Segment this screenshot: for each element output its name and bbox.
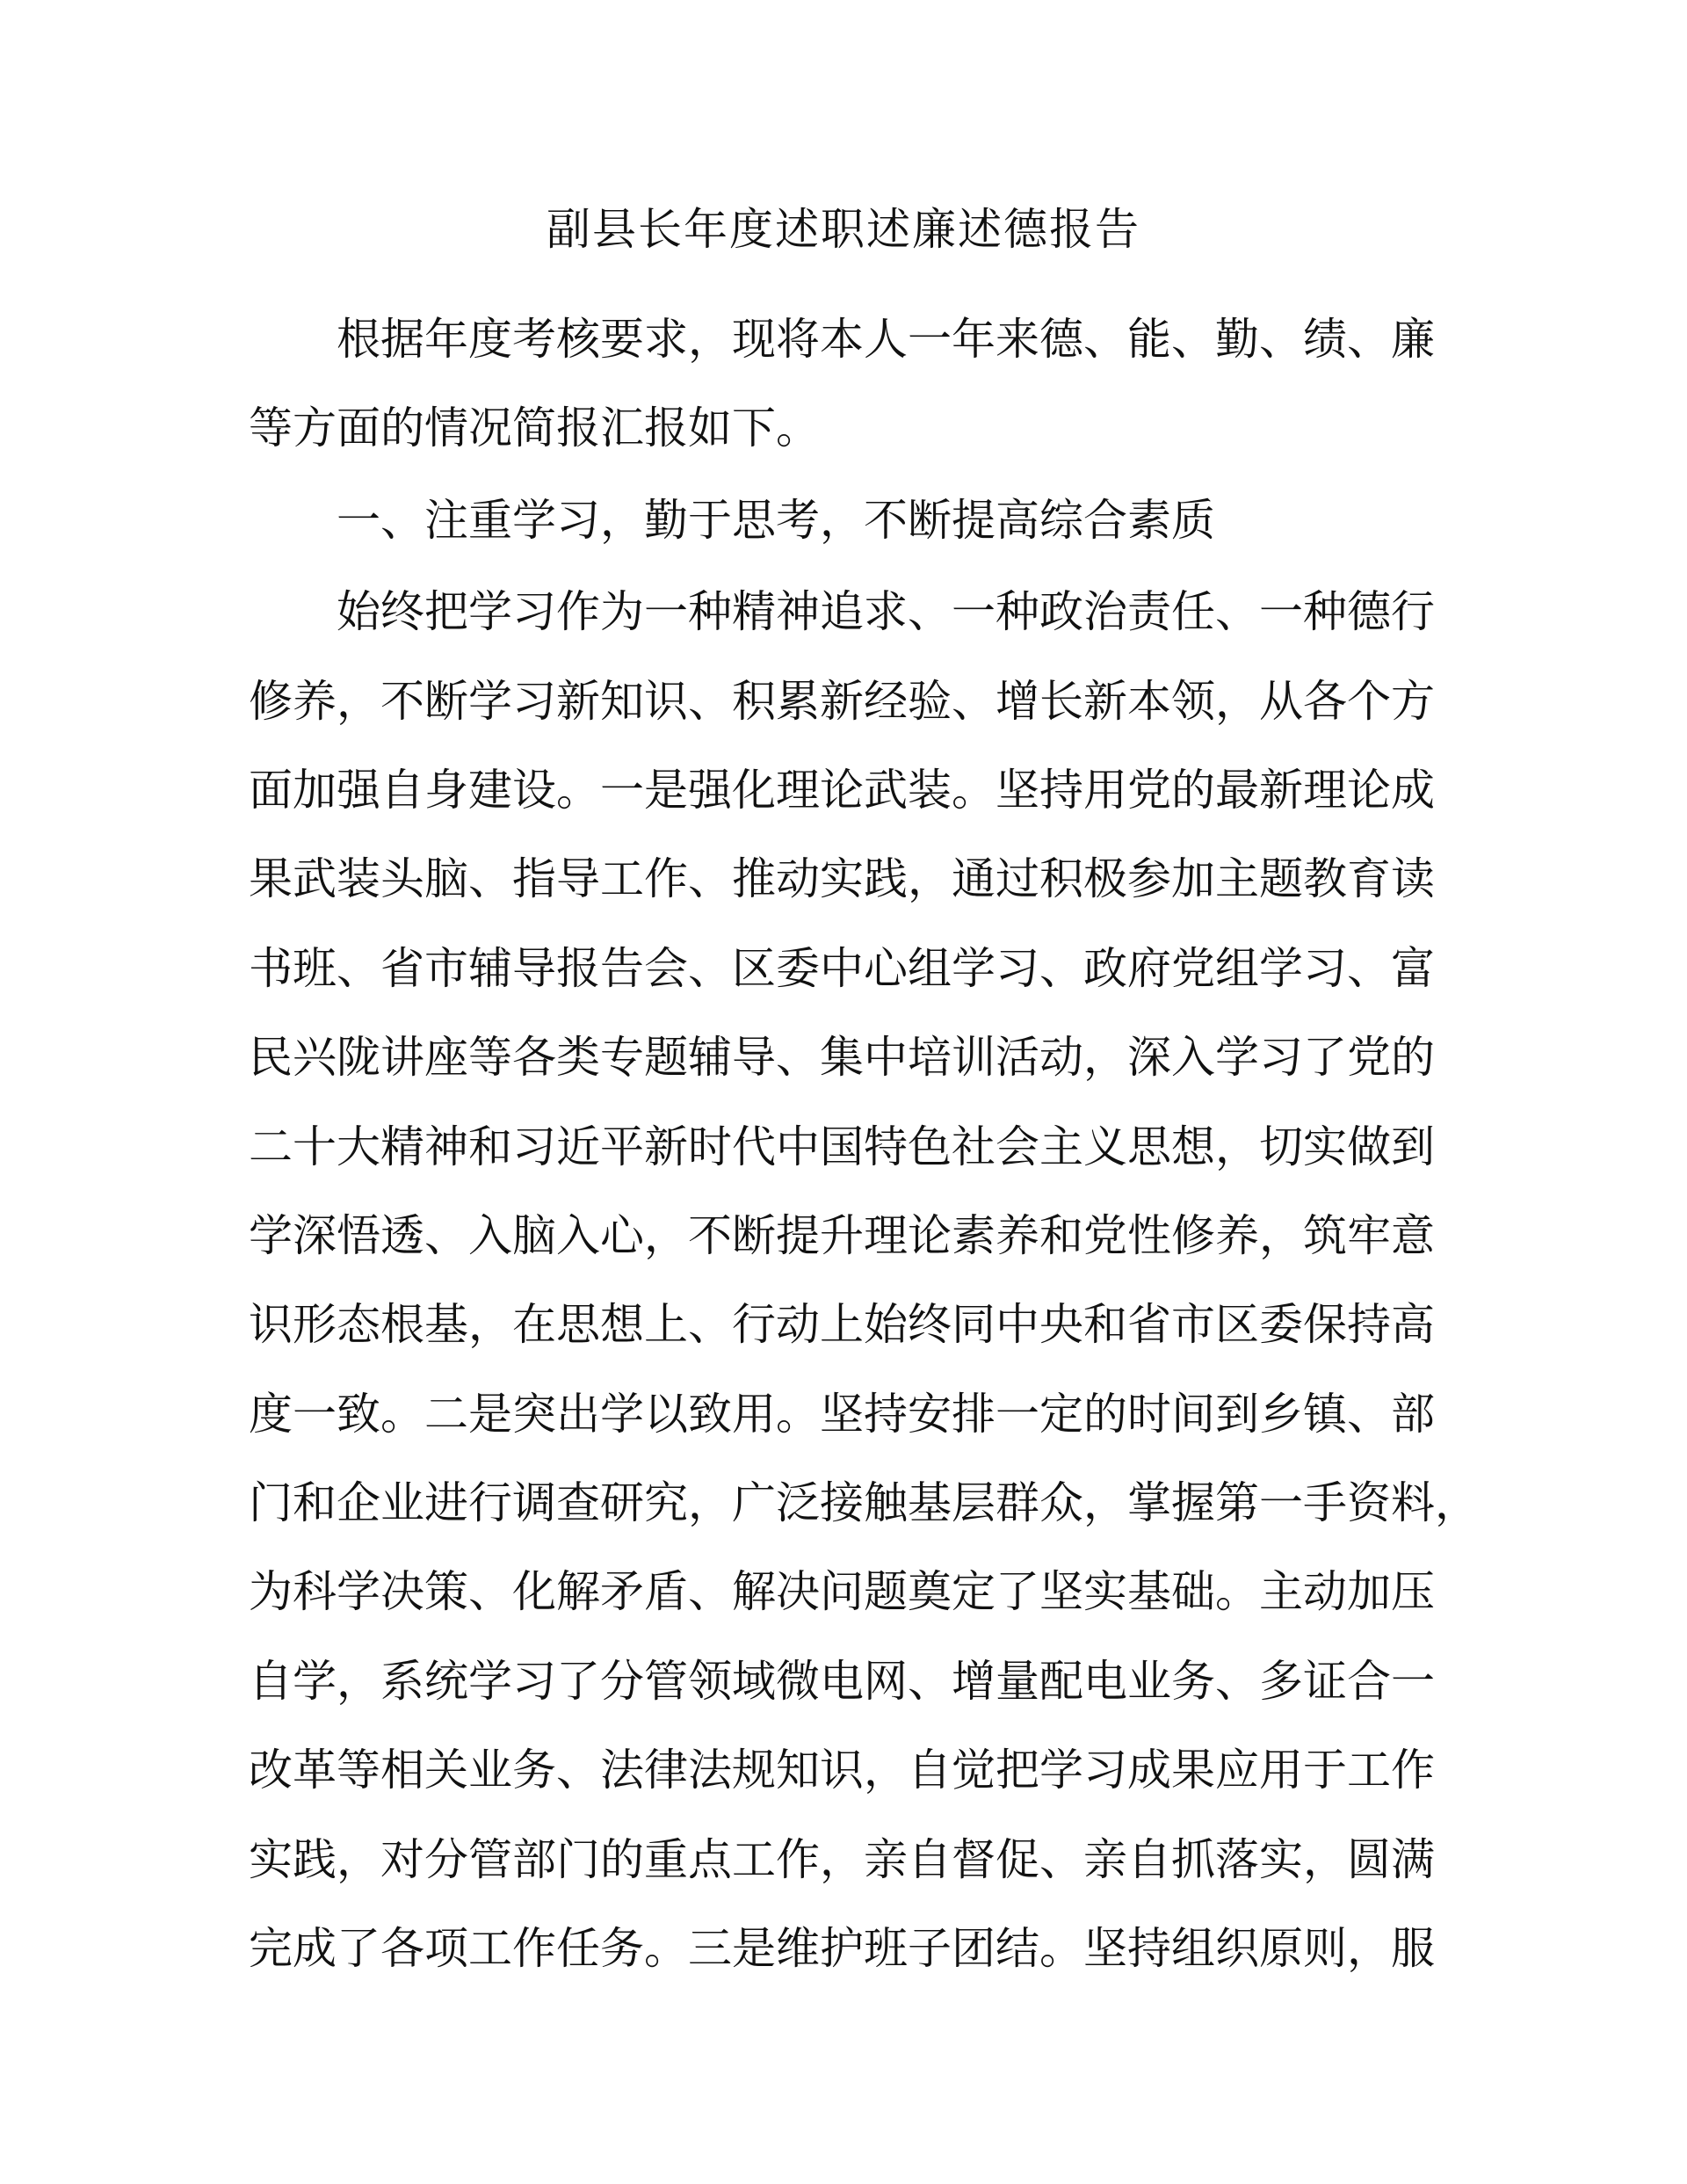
- text-line: 识形态根基，在思想上、行动上始终同中央和省市区委保持高: [249, 1299, 1435, 1351]
- text-line: 为科学决策、化解矛盾、解决问题奠定了坚实基础。主动加压: [249, 1566, 1435, 1618]
- text-line: 改革等相关业务、法律法规知识，自觉把学习成果应用于工作: [249, 1745, 1435, 1796]
- text-line: 实践，对分管部门的重点工作，亲自督促、亲自抓落实，圆满: [249, 1833, 1435, 1885]
- text-line: 修养，不断学习新知识、积累新经验、增长新本领，从各个方: [249, 675, 1435, 727]
- text-line: 始终把学习作为一种精神追求、一种政治责任、一种德行: [337, 586, 1435, 638]
- intro-paragraph: [249, 295, 1438, 474]
- text-line: 根据年度考核要求，现将本人一年来德、能、勤、绩、廉: [337, 314, 1435, 365]
- text-line: 学深悟透、入脑入心，不断提升理论素养和党性修养，筑牢意: [249, 1209, 1435, 1261]
- text-line: 完成了各项工作任务。三是维护班子团结。坚持组织原则，服: [249, 1923, 1435, 1975]
- text-line: 书班、省市辅导报告会、区委中心组学习、政府党组学习、富: [249, 942, 1435, 994]
- text-line: 门和企业进行调查研究，广泛接触基层群众，掌握第一手资料，: [249, 1477, 1479, 1529]
- text-line: 果武装头脑、指导工作、推动实践，通过积极参加主题教育读: [249, 853, 1435, 905]
- document-title: 副县长年度述职述廉述德报告: [547, 204, 1140, 255]
- text-line: 二十大精神和习近平新时代中国特色社会主义思想，切实做到: [249, 1121, 1435, 1172]
- document-body: [249, 295, 1479, 1996]
- text-line: 民兴陇讲座等各类专题辅导、集中培训活动，深入学习了党的: [249, 1032, 1435, 1084]
- section-heading: [249, 476, 1438, 565]
- text-line: 一、注重学习，勤于思考，不断提高综合素质: [337, 494, 1215, 546]
- text-line: 度一致。二是突出学以致用。坚持安排一定的时间到乡镇、部: [249, 1388, 1435, 1440]
- text-line: 等方面的情况简报汇报如下。: [249, 403, 820, 454]
- text-line: 自学，系统学习了分管领域微电网、增量配电业务、多证合一: [249, 1655, 1435, 1707]
- text-line: 面加强自身建设。一是强化理论武装。坚持用党的最新理论成: [249, 764, 1435, 816]
- body-paragraph: [249, 568, 1479, 1993]
